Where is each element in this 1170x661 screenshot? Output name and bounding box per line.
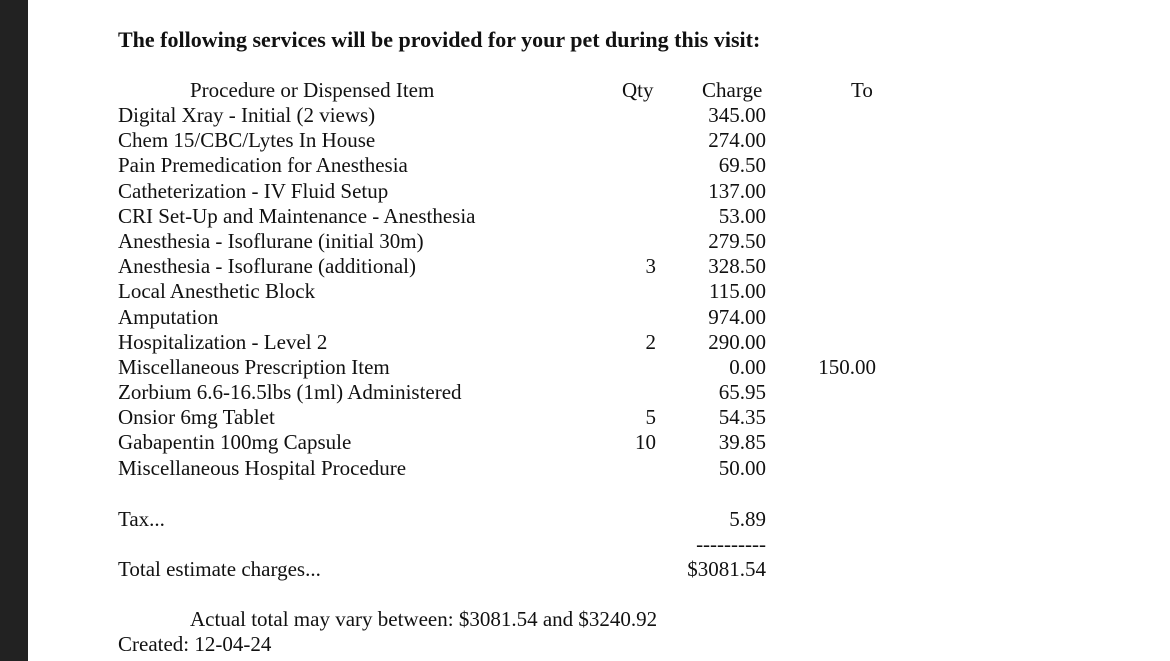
- tax-label: Tax...: [118, 507, 165, 531]
- item-description: Gabapentin 100mg Capsule: [118, 430, 352, 455]
- estimate-document: [28, 0, 1170, 661]
- item-description: Onsior 6mg Tablet: [118, 405, 275, 430]
- item-charge: 115.00: [709, 279, 766, 304]
- table-row: [28, 430, 1170, 455]
- table-row: [28, 204, 1170, 229]
- table-row: [28, 254, 1170, 279]
- grand-total-label: Total estimate charges...: [118, 557, 321, 581]
- item-description: Anesthesia - Isoflurane (additional): [118, 254, 416, 279]
- item-description: Catheterization - IV Fluid Setup: [118, 178, 389, 203]
- item-description: Miscellaneous Prescription Item: [118, 354, 390, 379]
- item-charge: 974.00: [708, 304, 766, 329]
- item-description: Pain Premedication for Anesthesia: [118, 153, 408, 178]
- table-row: [28, 355, 1170, 380]
- table-row: [28, 153, 1170, 178]
- table-row: [28, 405, 1170, 430]
- table-row: [28, 279, 1170, 304]
- column-header-qty: Qty: [622, 78, 654, 102]
- item-charge: 274.00: [708, 128, 766, 153]
- page-heading: The following services will be provided for your pet during this visit:: [118, 27, 761, 52]
- item-description: Digital Xray - Initial (2 views): [118, 103, 376, 127]
- item-charge: 39.85: [718, 430, 766, 455]
- table-row: [28, 330, 1170, 355]
- table-row: [28, 179, 1170, 204]
- tax-value: 5.89: [729, 507, 766, 531]
- table-row: [28, 305, 1170, 330]
- item-description: Amputation: [118, 304, 219, 329]
- grand-total-value: $3081.54: [687, 557, 766, 581]
- item-charge: 50.00: [718, 455, 766, 480]
- item-qty: 2: [645, 329, 656, 354]
- item-charge: 345.00: [708, 103, 766, 127]
- item-qty: 3: [645, 254, 656, 279]
- item-description: Miscellaneous Hospital Procedure: [118, 455, 407, 480]
- item-description: Local Anesthetic Block: [118, 279, 316, 304]
- item-description: Zorbium 6.6-16.5lbs (1ml) Administered: [118, 380, 462, 405]
- line-items-table: [28, 103, 1170, 481]
- viewer-side-bar: [0, 0, 28, 661]
- table-row: [28, 456, 1170, 481]
- item-charge: 54.35: [718, 405, 766, 430]
- total-separator: ----------: [696, 532, 766, 556]
- column-header-procedure: Procedure or Dispensed Item: [190, 78, 435, 102]
- item-charge: 0.00: [729, 354, 766, 379]
- item-description: Anesthesia - Isoflurane (initial 30m): [118, 228, 424, 253]
- item-charge: 328.50: [708, 254, 766, 279]
- table-row: [28, 229, 1170, 254]
- created-date: Created: 12-04-24: [118, 632, 272, 656]
- item-charge: 279.50: [708, 228, 766, 253]
- item-charge: 290.00: [708, 329, 766, 354]
- item-description: CRI Set-Up and Maintenance - Anesthesia: [118, 203, 476, 228]
- item-charge: 69.50: [718, 153, 766, 178]
- item-description: Chem 15/CBC/Lytes In House: [118, 128, 376, 153]
- item-qty: 10: [635, 430, 656, 455]
- table-row: [28, 128, 1170, 153]
- vary-note: Actual total may vary between: $3081.54 and $3240.92: [190, 607, 658, 631]
- column-header-charge: Charge: [702, 78, 763, 102]
- column-header-total: To: [851, 78, 873, 102]
- item-total: 150.00: [818, 354, 876, 379]
- item-description: Hospitalization - Level 2: [118, 329, 328, 354]
- item-charge: 53.00: [718, 203, 766, 228]
- table-row: [28, 103, 1170, 128]
- table-row: [28, 380, 1170, 405]
- item-charge: 65.95: [718, 380, 766, 405]
- item-charge: 137.00: [708, 178, 766, 203]
- item-qty: 5: [645, 405, 656, 430]
